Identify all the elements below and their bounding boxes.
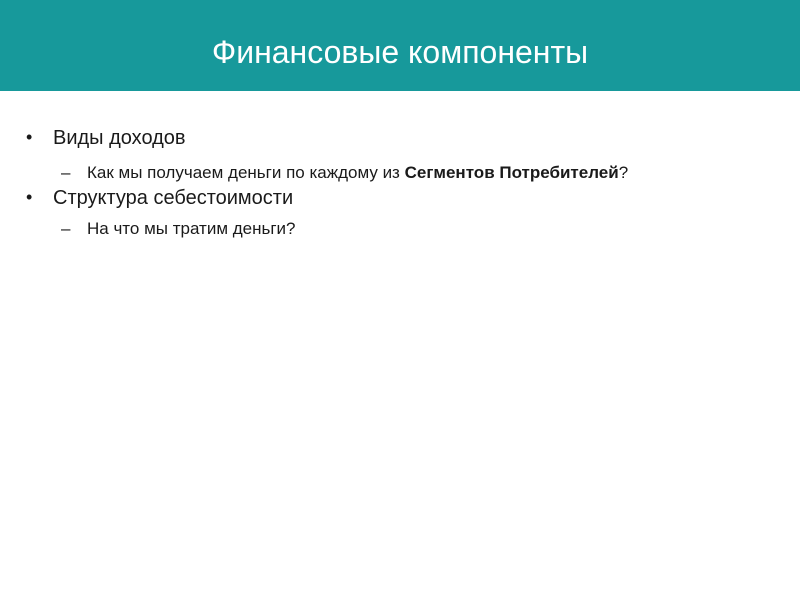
sub-item-revenue: [0, 163, 800, 187]
sub-text-suffix: ?: [618, 163, 629, 182]
bullet-marker: •: [26, 127, 33, 147]
sub-bullet-marker: –: [61, 219, 71, 238]
sub-bullet-marker: –: [61, 163, 71, 182]
sub-bullet-text: [87, 163, 628, 183]
sub-text-prefix: Как мы получаем деньги по каждому из: [87, 163, 405, 182]
bullet-text: Структура себестоимости: [53, 187, 294, 209]
sub-text-prefix: На что мы тратим деньги?: [87, 219, 296, 238]
slide-title: Финансовые компоненты: [211, 34, 589, 70]
sub-item-cost-structure: [0, 219, 800, 243]
bullet-marker: •: [26, 187, 33, 207]
bullet-item-cost-structure: [0, 187, 800, 213]
bullet-item-revenue: [0, 127, 800, 153]
bullet-text: Виды доходов: [53, 127, 186, 149]
sub-text-bold: Сегментов Потребителей: [404, 163, 619, 182]
sub-bullet-text: [87, 219, 296, 239]
